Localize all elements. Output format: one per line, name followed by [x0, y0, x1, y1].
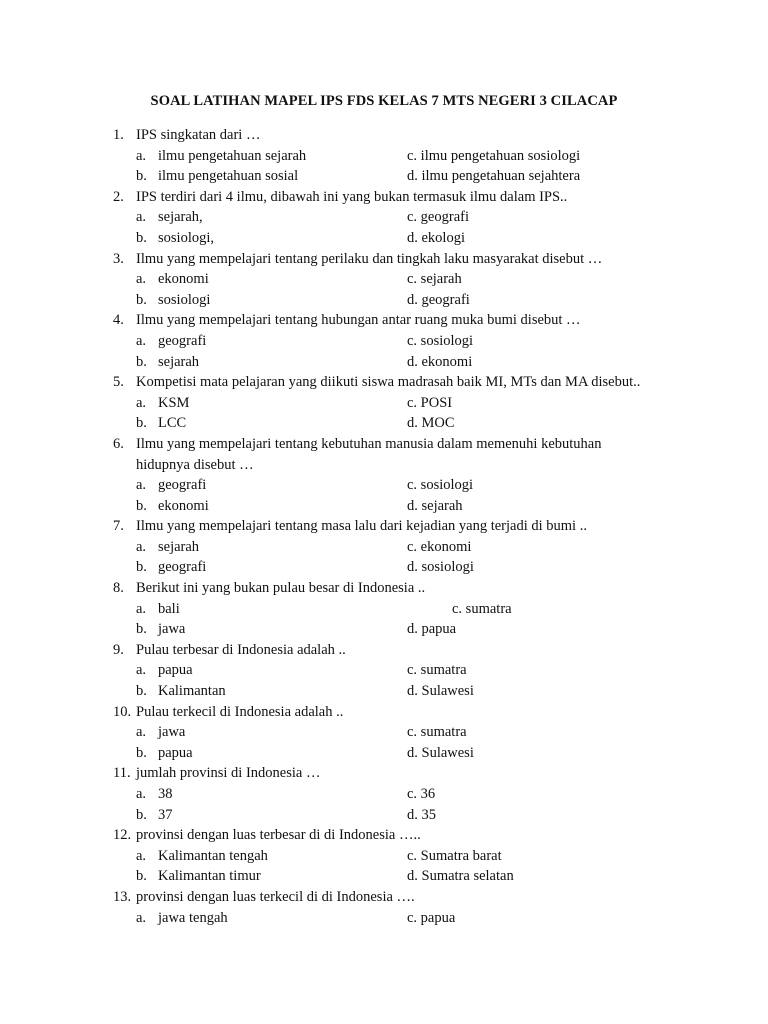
option-letter: a.	[136, 394, 147, 411]
option-row	[0, 352, 768, 373]
question-item	[0, 640, 768, 702]
option-text: LCC	[158, 415, 187, 432]
option-text: 38	[158, 786, 173, 802]
option-right: c. geografi	[407, 209, 469, 226]
option-right: c. sejarah	[407, 271, 462, 288]
question-text: Ilmu yang mempelajari tentang masa lalu dari kejadian yang terjadi di bumi ..	[136, 518, 587, 535]
option-letter: b.	[136, 621, 147, 638]
option-right: d. Sulawesi	[407, 744, 474, 761]
option-row	[0, 619, 768, 640]
option-row	[0, 599, 768, 620]
option-right: d. papua	[407, 621, 457, 638]
option-right: c. sumatra	[407, 724, 467, 741]
option-right: d. ekologi	[407, 229, 465, 246]
option-right: c. sumatra	[407, 662, 467, 679]
option-text: sosiologi	[158, 291, 211, 308]
question-item	[0, 578, 768, 640]
option-text: sejarah,	[158, 209, 203, 226]
option-letter: a.	[136, 147, 147, 164]
option-text: ilmu pengetahuan sejarah	[158, 147, 307, 164]
option-row	[0, 290, 768, 311]
question-line	[0, 434, 768, 455]
question-item	[0, 249, 768, 311]
option-right: c. 36	[407, 786, 436, 802]
option-text: papua	[158, 662, 193, 679]
option-letter: b.	[136, 497, 147, 514]
option-row	[0, 805, 768, 826]
option-right: c. sumatra	[452, 600, 512, 617]
option-row	[0, 146, 768, 167]
option-text: jawa tengah	[158, 909, 228, 926]
option-right: d. geografi	[407, 291, 470, 308]
option-text: sejarah	[158, 538, 200, 555]
option-row	[0, 722, 768, 743]
question-item	[0, 434, 768, 516]
option-row	[0, 743, 768, 764]
question-item	[0, 825, 768, 887]
option-text: 37	[158, 806, 173, 823]
option-text: Kalimantan tengah	[158, 847, 268, 864]
question-text: Kompetisi mata pelajaran yang diikuti siswa madrasah baik MI, MTs dan MA disebut..	[136, 374, 641, 391]
option-letter: a.	[136, 477, 147, 494]
question-text: Ilmu yang mempelajari tentang kebutuhan manusia dalam memenuhi kebutuhan	[136, 435, 602, 452]
option-letter: b.	[136, 868, 147, 885]
question-list	[0, 125, 768, 928]
option-text: geografi	[158, 332, 207, 349]
option-right: c. sosiologi	[407, 477, 474, 494]
option-row	[0, 537, 768, 558]
question-number: 8.	[113, 580, 124, 597]
question-text: jumlah provinsi di Indonesia …	[136, 765, 321, 782]
option-letter: b.	[136, 559, 147, 576]
question-number: 7.	[113, 518, 124, 535]
option-row	[0, 228, 768, 249]
option-row	[0, 866, 768, 887]
question-text: Ilmu yang mempelajari tentang hubungan antar ruang muka bumi disebut …	[136, 312, 581, 329]
question-line	[0, 187, 768, 208]
question-text: Pulau terbesar di Indonesia adalah ..	[136, 641, 346, 658]
option-letter: a.	[136, 724, 147, 741]
option-row	[0, 660, 768, 681]
option-right: d. 35	[407, 806, 436, 823]
option-row	[0, 908, 768, 929]
question-item	[0, 702, 768, 764]
option-letter: a.	[136, 786, 147, 802]
option-text: bali	[158, 600, 180, 617]
option-right: d. ilmu pengetahuan sejahtera	[407, 168, 581, 185]
option-row	[0, 496, 768, 517]
question-line	[0, 249, 768, 270]
option-right: c. ekonomi	[407, 538, 472, 555]
option-text: ekonomi	[158, 271, 209, 288]
option-text: ekonomi	[158, 497, 209, 514]
option-letter: a.	[136, 662, 147, 679]
option-right: c. sosiologi	[407, 332, 474, 349]
option-row	[0, 166, 768, 187]
option-row	[0, 784, 768, 805]
option-row	[0, 331, 768, 352]
option-text: geografi	[158, 477, 207, 494]
question-text: Berikut ini yang bukan pulau besar di Indonesia ..	[136, 580, 426, 597]
option-right: c. Sumatra barat	[407, 847, 502, 864]
question-line	[0, 702, 768, 723]
option-text: papua	[158, 744, 193, 761]
option-right: d. sejarah	[407, 497, 463, 514]
option-text: geografi	[158, 559, 207, 576]
option-letter: a.	[136, 847, 147, 864]
option-letter: a.	[136, 600, 147, 617]
option-letter: a.	[136, 271, 147, 288]
question-line	[0, 310, 768, 331]
option-text: jawa	[158, 621, 186, 638]
question-item	[0, 187, 768, 249]
question-line	[0, 125, 768, 146]
question-text: IPS terdiri dari 4 ilmu, dibawah ini yang bukan termasuk ilmu dalam IPS..	[136, 188, 568, 205]
option-letter: b.	[136, 744, 147, 761]
option-right: c. papua	[407, 909, 456, 926]
option-text: jawa	[158, 724, 186, 741]
option-letter: b.	[136, 415, 147, 432]
question-number: 9.	[113, 641, 124, 658]
option-letter: a.	[136, 909, 147, 926]
question-number: 3.	[113, 250, 124, 267]
question-item	[0, 516, 768, 578]
option-letter: a.	[136, 332, 147, 349]
option-row	[0, 393, 768, 414]
option-right: d. ekonomi	[407, 353, 473, 370]
option-letter: b.	[136, 291, 147, 308]
question-text: provinsi dengan luas terbesar di di Indonesia …..	[136, 827, 421, 844]
option-right: d. sosiologi	[407, 559, 474, 576]
option-row	[0, 413, 768, 434]
question-line	[0, 763, 768, 784]
question-number: 5.	[113, 374, 124, 391]
question-line	[0, 887, 768, 908]
option-row	[0, 207, 768, 228]
option-row	[0, 475, 768, 496]
option-row	[0, 846, 768, 867]
question-line	[0, 578, 768, 599]
question-number: 2.	[113, 188, 124, 205]
question-line	[0, 455, 768, 476]
question-text: hidupnya disebut …	[136, 456, 254, 473]
question-line	[0, 372, 768, 393]
question-number: 11.	[113, 765, 131, 782]
option-letter: b.	[136, 168, 147, 185]
option-text: sosiologi,	[158, 229, 214, 246]
question-number: 10.	[113, 703, 132, 720]
question-text: provinsi dengan luas terkecil di di Indonesia ….	[136, 888, 415, 905]
option-letter: b.	[136, 806, 147, 823]
question-line	[0, 825, 768, 846]
question-number: 12.	[113, 827, 132, 844]
option-text: Kalimantan timur	[158, 868, 261, 885]
question-number: 1.	[113, 127, 124, 143]
question-line	[0, 516, 768, 537]
page-title: SOAL LATIHAN MAPEL IPS FDS KELAS 7 MTS NEGERI 3 CILACAP	[150, 93, 618, 109]
option-text: Kalimantan	[158, 683, 226, 700]
option-letter: a.	[136, 538, 147, 555]
question-item	[0, 887, 768, 928]
option-right: d. Sulawesi	[407, 683, 474, 700]
question-item	[0, 310, 768, 372]
option-letter: b.	[136, 353, 147, 370]
question-number: 13.	[113, 888, 132, 905]
question-item	[0, 763, 768, 825]
option-right: d. MOC	[407, 415, 455, 432]
option-text: ilmu pengetahuan sosial	[158, 168, 299, 185]
question-number: 6.	[113, 435, 124, 452]
question-number: 4.	[113, 312, 124, 329]
option-right: c. POSI	[407, 394, 453, 411]
option-row	[0, 269, 768, 290]
option-letter: a.	[136, 209, 147, 226]
option-right: d. Sumatra selatan	[407, 868, 514, 885]
question-line	[0, 640, 768, 661]
option-letter: b.	[136, 229, 147, 246]
question-item	[0, 125, 768, 187]
option-letter: b.	[136, 683, 147, 700]
option-text: sejarah	[158, 353, 200, 370]
question-text: Pulau terkecil di Indonesia adalah ..	[136, 703, 344, 720]
question-text: IPS singkatan dari …	[136, 127, 261, 143]
question-item	[0, 372, 768, 434]
option-right: c. ilmu pengetahuan sosiologi	[407, 147, 581, 164]
option-row	[0, 681, 768, 702]
option-text: KSM	[158, 394, 190, 411]
option-row	[0, 557, 768, 578]
question-text: Ilmu yang mempelajari tentang perilaku dan tingkah laku masyarakat disebut …	[136, 250, 603, 267]
